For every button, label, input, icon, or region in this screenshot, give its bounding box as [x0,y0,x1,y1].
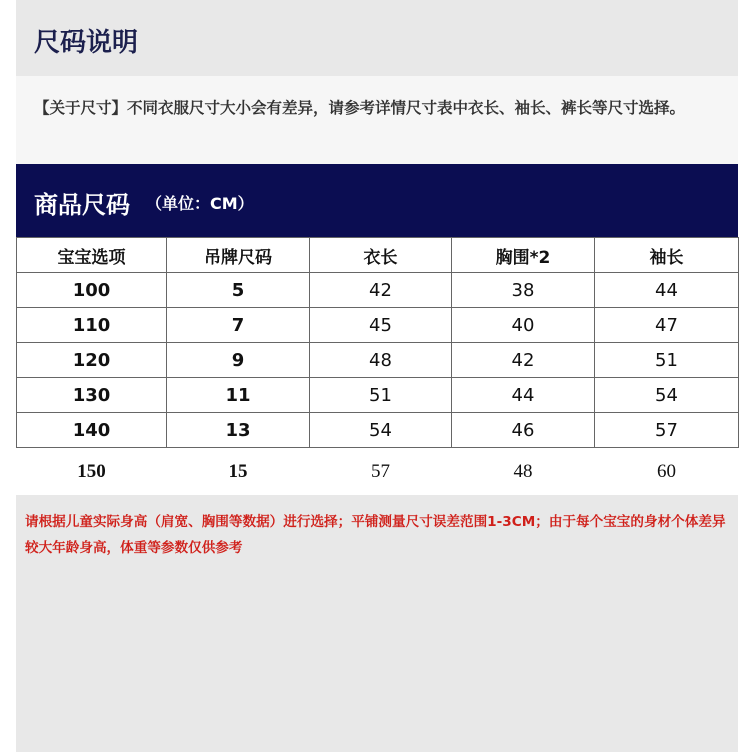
size-table [16,237,739,496]
table-cell: 48 [513,461,533,482]
column-header: 宝宝选项 [17,238,167,273]
column-header: 吊牌尺码 [167,238,310,273]
table-cell: 100 [17,273,167,308]
measurement-footnote: 请根据儿童实际身高（肩宽、胸围等数据）进行选择；平铺测量尺寸误差范围1-3CM；由于每个宝宝的身材个体差异较大年龄身高，体重等参数仅供参考 [25,514,726,556]
table-cell: 47 [595,308,739,343]
table-row [17,343,739,378]
table-cell: 110 [17,308,167,343]
table-cell: 130 [17,378,167,413]
table-row [17,448,739,497]
table-header-row [17,238,739,273]
table-cell: 150 [77,461,106,482]
title-bar [16,0,738,76]
table-cell: 46 [452,413,595,448]
table-cell: 140 [17,413,167,448]
table-cell: 5 [167,273,310,308]
table-row [17,273,739,308]
table-cell: 45 [310,308,452,343]
table-cell: 11 [167,378,310,413]
table-cell: 48 [310,343,452,378]
table-cell: 13 [167,413,310,448]
page-title: 尺码说明 [34,28,139,58]
column-header: 袖长 [595,238,739,273]
table-cell: 44 [452,378,595,413]
unit-label: （单位：CM） [146,194,254,213]
table-cell: 42 [310,273,452,308]
column-header: 胸围*2 [452,238,595,273]
table-cell: 15 [228,461,248,482]
table-cell: 57 [595,413,739,448]
table-cell: 60 [657,461,676,482]
table-cell: 54 [595,378,739,413]
table-cell: 51 [310,378,452,413]
table-cell: 38 [452,273,595,308]
table-row [17,378,739,413]
table-cell: 44 [595,273,739,308]
size-note: 【关于尺寸】不同衣服尺寸大小会有差异，请参考详情尺寸表中衣长、袖长、裤长等尺寸选择。 [34,99,686,117]
table-cell: 9 [167,343,310,378]
table-cell: 7 [167,308,310,343]
table-cell: 42 [452,343,595,378]
footnote-panel [16,495,738,752]
table-cell: 120 [17,343,167,378]
table-row [17,413,739,448]
column-header: 衣长 [310,238,452,273]
table-cell: 51 [595,343,739,378]
table-cell: 54 [310,413,452,448]
table-cell: 57 [371,461,390,482]
table-cell: 40 [452,308,595,343]
size-note-box [16,76,738,164]
table-row [17,308,739,343]
table-title: 商品尺码 [34,191,130,219]
table-header [16,164,738,237]
